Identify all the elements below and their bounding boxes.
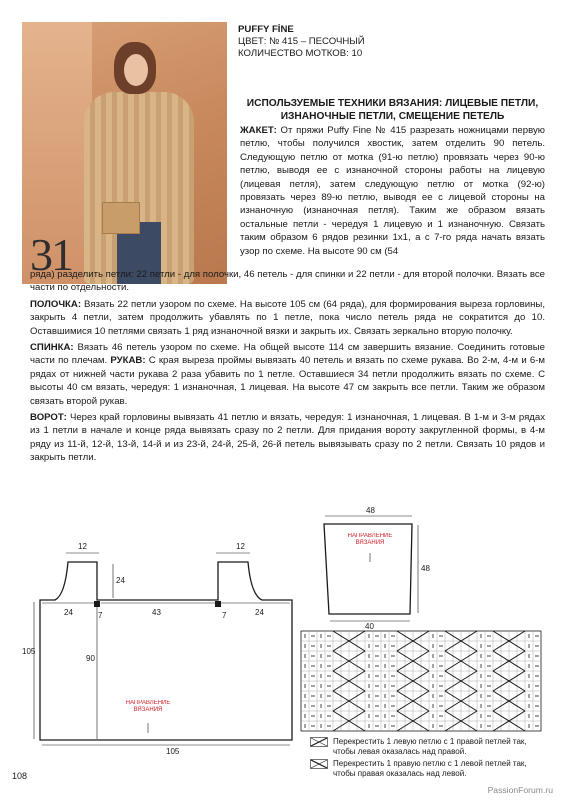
dim-height-body: 90 — [86, 654, 95, 663]
dim-armhole-depth: 24 — [116, 576, 125, 585]
jacket-continued — [30, 268, 545, 295]
body-direction-label: НАПРАВЛЕНИЕ ВЯЗАНИЯ — [125, 700, 171, 713]
legend-row-right-cross — [310, 759, 548, 779]
collar-section — [30, 411, 545, 465]
dimension-markers — [94, 601, 221, 607]
jacket-label: ЖАКЕТ: — [240, 125, 277, 136]
yarn-skeins: КОЛИЧЕСТВО МОТКОВ: 10 — [238, 48, 363, 59]
collar-label: ВОРОТ: — [30, 412, 67, 424]
watermark: PassionForum.ru — [487, 785, 553, 795]
sleeve-dim-height: 48 — [421, 564, 430, 573]
back-sleeve-section — [30, 341, 545, 408]
front-section — [30, 298, 545, 338]
legend-right-cross-text: Перекрестить 1 правую петлю с 1 левой петлей так, чтобы правая оказалась над левой. — [333, 759, 527, 778]
body-direction-container — [118, 700, 178, 724]
legend-row-left-cross — [310, 737, 548, 757]
sleeve-direction-label: НАПРАВЛЕНИЕ ВЯЗАНИЯ — [347, 533, 393, 546]
right-cross-symbol-icon — [310, 759, 328, 769]
back-label: СПИНКА: — [30, 342, 74, 354]
dim-shoulder-left: 12 — [78, 542, 87, 551]
front-text: Вязать 22 петли узором по схеме. На высоте 105 см (64 ряда), для формирования выреза горловины, закрыть 4 петли, затем продолжить убавлять по 1 петле, пока число петель ряда не сократится до 10. Оставшимися 10 петлями связать 1 ряд изнаночной вязки и закрыть их. Связать зеркально вторую полочку. — [30, 298, 545, 337]
sleeve-direction-container — [340, 533, 400, 553]
chart-legend — [310, 737, 548, 781]
sleeve-dim-top: 48 — [366, 506, 375, 515]
jacket-text-intro: От пряжи Puffy Fine № 415 разрезать ножницами первую петлю, чтобы получился хвостик, затем отделить 90 петель. Следующую петлю от мотка (91-ю петлю) провязать через 90-ю петлю, выводя ее с изнаночной стороны работы на лицевую (лицевая петля), затем следующую петлю от мотка (92-ю) провязать через 89-ю петлю, выводя ее с лицевой стороны на изнаночную (изнаночная петля). Таким же образом вязать остальные петли - чередуя 1 лицевую и 1 изнаночную. Связать таким образом 6 рядов резинки 1х1, а с 7-го ряда начать вязать узор по схеме. На высоте 90 см (54 — [240, 125, 545, 257]
dim-width-total: 105 — [166, 747, 180, 756]
body-pattern-diagram — [0, 520, 310, 760]
left-cross-symbol-icon — [310, 737, 328, 747]
yarn-color: ЦВЕТ: № 415 – ПЕСОЧНЫЙ — [238, 36, 365, 47]
yarn-info — [238, 24, 365, 60]
issue-number: 31 — [30, 229, 72, 280]
page-number: 108 — [12, 771, 28, 781]
photo-face — [124, 54, 148, 86]
sleeve-dimension-lines — [325, 516, 418, 621]
photo-bag — [102, 202, 140, 234]
front-label: ПОЛОЧКА: — [30, 298, 82, 310]
back-text: Вязать 46 петель узором по схеме. На общей высоте 114 см завершить вязание. Соединить готовые части по плечам. — [30, 342, 545, 367]
sleeve-pattern-diagram — [300, 505, 440, 630]
dim-front-left: 24 — [64, 608, 73, 617]
instructions-body — [30, 268, 545, 468]
sleeve-dim-bottom: 40 — [365, 622, 374, 630]
yarn-title: PUFFY FİNE — [238, 24, 294, 35]
jacket-text-rest: ряда) разделить петли: 22 петли - для полочки, 46 петель - для спинки и 22 петли - для второй полочки. Вязать все части по отдельности. — [30, 269, 545, 294]
collar-text: Через край горловины вывязать 41 петлю и вязать, чередуя: 1 изнаночная, 1 лицевая. В 1-м и 3-м рядах из 1 петли в начале и конце ряда вывязать сразу по 2 петли. Для придания вороту закругленной формы, в 4-м ряду из 11-й, 12-й, 13-й, 14-й и из 23-й, 24-й, 25-й, 26-й петель вывязывать сразу по 2 петли. Связать 10 рядов и закрыть петли. — [30, 412, 545, 464]
dim-step-right: 7 — [222, 611, 227, 620]
dim-shoulder-right: 12 — [236, 542, 245, 551]
dim-step-left: 7 — [98, 611, 103, 620]
sleeve-text: С края выреза проймы вывязать 40 петель и вязать по схеме рукава. Во 2-м, 4-м и 6-м рядах от нижней части рукава 2 раза убавить по 1 петле. Оставшиеся 34 петли продолжить вязать по схеме. С высоты 40 см вязать, чередуя: 1 изнаночная, 1 лицевая. На высоте 47 см закрыть все петли. Таким же образом связать второй рукав. — [30, 355, 545, 407]
stitch-chart — [300, 630, 545, 733]
legend-left-cross-text: Перекрестить 1 левую петлю с 1 правой петлей так, чтобы левая оказалась над правой. — [333, 737, 527, 756]
techniques-heading: ИСПОЛЬЗУЕМЫЕ ТЕХНИКИ ВЯЗАНИЯ: ЛИЦЕВЫЕ ПЕТЛИ, ИЗНАНОЧНЫЕ ПЕТЛИ, СМЕЩЕНИЕ ПЕТЕЛЬ — [246, 98, 539, 122]
dim-front-right: 24 — [255, 608, 264, 617]
dim-back: 43 — [152, 608, 161, 617]
jacket-intro-text — [240, 124, 545, 258]
dim-height-total: 105 — [22, 647, 36, 656]
sleeve-label: РУКАВ: — [110, 355, 146, 367]
